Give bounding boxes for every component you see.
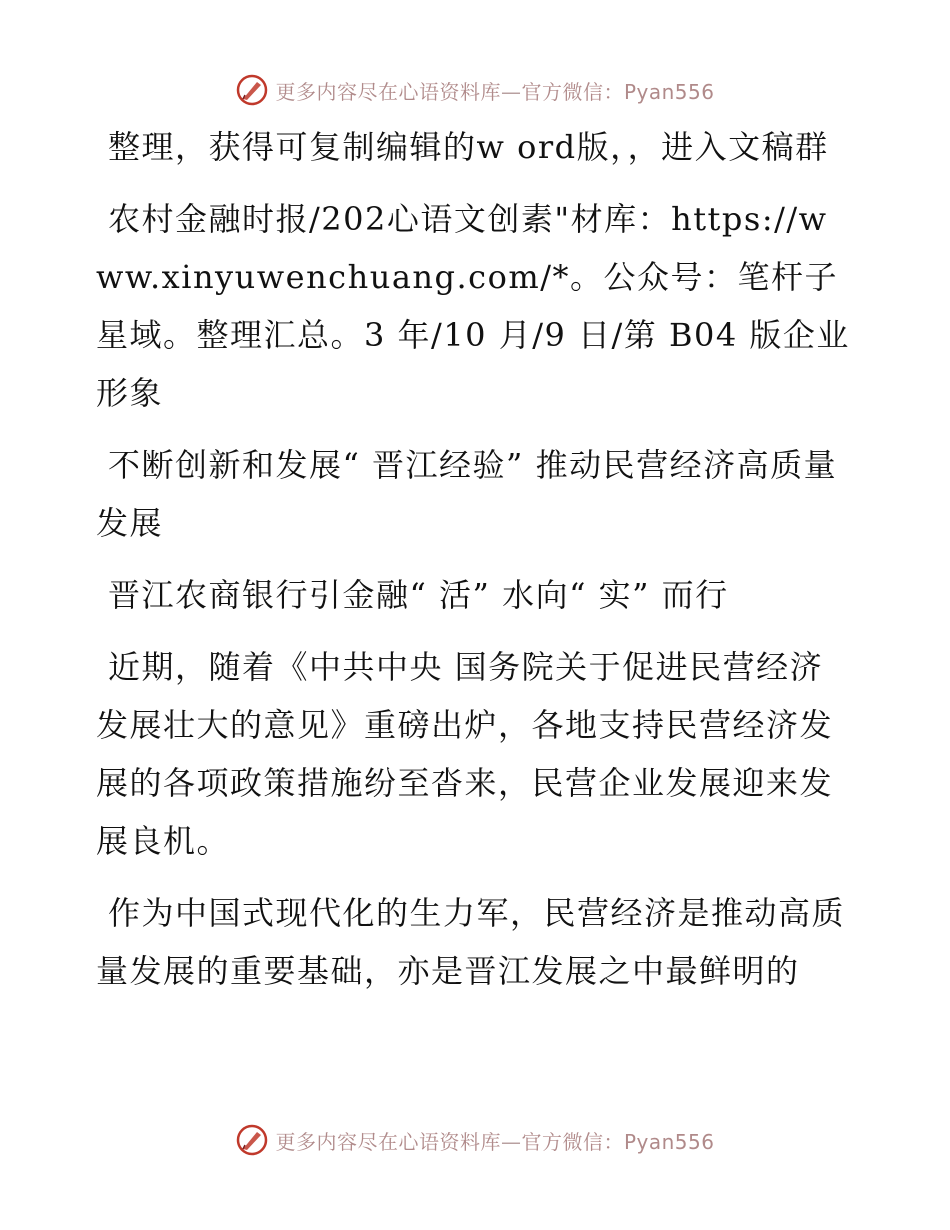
- paragraph-body-1: 近期，随着《中共中央 国务院关于促进民营经济发展壮大的意见》重磅出炉，各地支持民营经济发展的各项政策措施纷至沓来，民营企业发展迎来发展良机。: [96, 648, 834, 860]
- footer-contact-text: 官方微信：Pyan556: [521, 1129, 715, 1154]
- header-contact-text: 官方微信：Pyan556: [521, 79, 715, 104]
- paragraph-intro: 整理，获得可复制编辑的w ord版，，进入文稿群: [108, 128, 829, 166]
- header-watermark: [0, 72, 950, 108]
- footer-watermark: [0, 1122, 950, 1158]
- header-separator: —: [500, 79, 522, 104]
- quill-pen-logo-icon: [235, 1123, 269, 1157]
- footer-separator: —: [500, 1129, 522, 1154]
- article-subtitle: 晋江农商银行引金融“ 活” 水向“ 实” 而行: [108, 576, 729, 614]
- paragraph-body-2: 作为中国式现代化的生力军，民营经济是推动高质量发展的重要基础，亦是晋江发展之中最鲜明的: [96, 894, 846, 990]
- header-brand-text: 更多内容尽在心语资料库: [275, 79, 501, 104]
- article-title: 不断创新和发展“ 晋江经验” 推动民营经济高质量发展: [96, 446, 838, 542]
- document-body: [96, 118, 854, 1014]
- quill-pen-logo-icon: [235, 73, 269, 107]
- paragraph-source: 农村金融时报/202心语文创素"材库：https://www.xinyuwenchuang.com/*。公众号：笔杆子星域。整理汇总。3 年/10 月/9 日/第 B04 版企业形象: [96, 200, 850, 412]
- footer-brand-text: 更多内容尽在心语资料库: [275, 1129, 501, 1154]
